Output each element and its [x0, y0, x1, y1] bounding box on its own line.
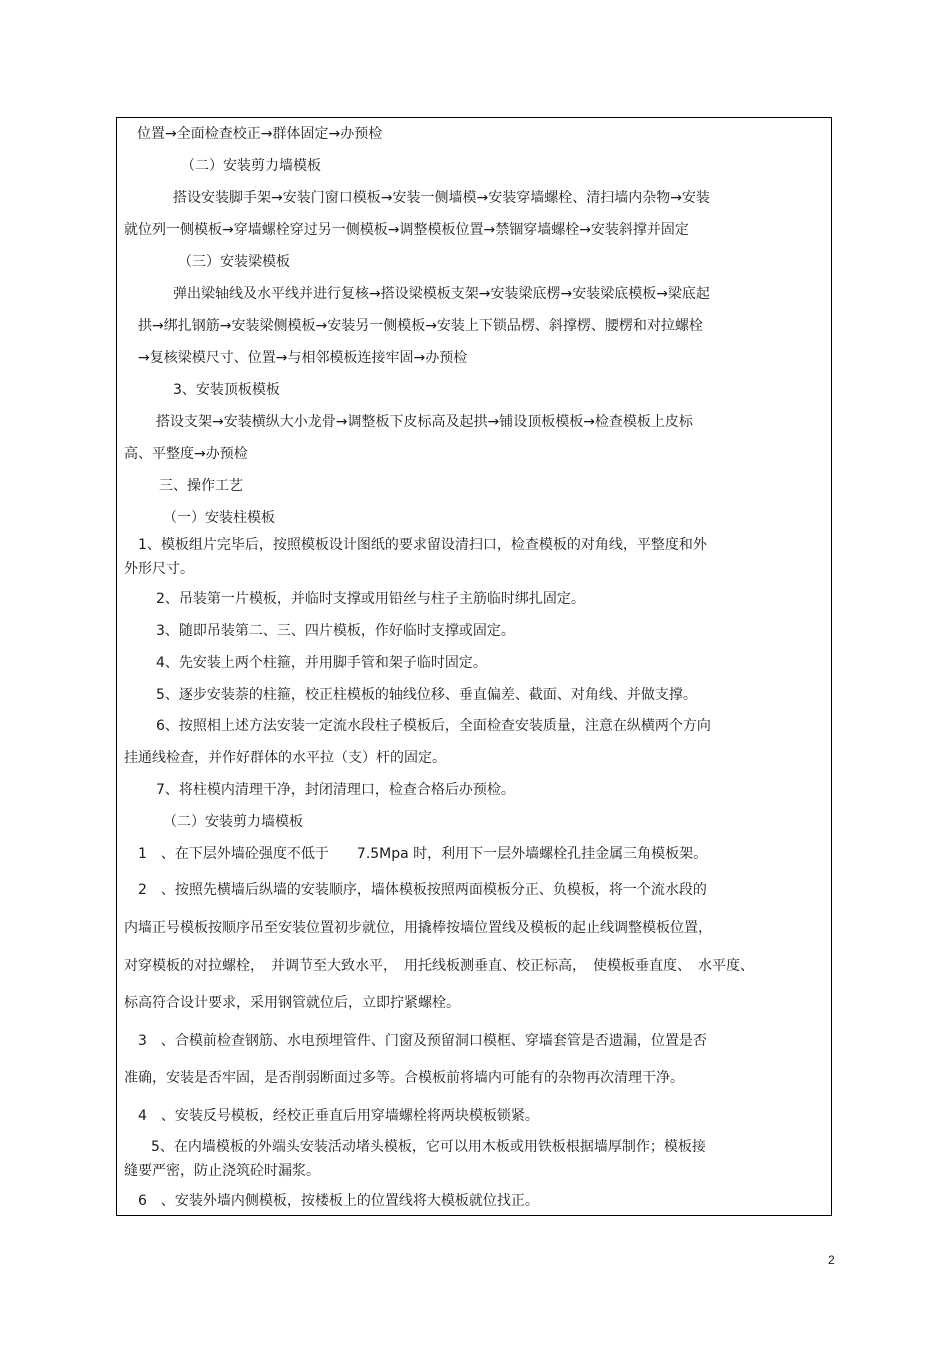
text-line: →复核梁模尺寸、位置→与相邻模板连接牢固→办预检 — [138, 350, 468, 366]
text-line: 标高符合设计要求，采用钢管就位后，立即拧紧螺栓。 — [124, 995, 460, 1011]
text-line: 外形尺寸。 — [124, 561, 194, 577]
text-line: 挂通线检查，并作好群体的水平拉（支）杆的固定。 — [124, 750, 446, 766]
text-line: 7、将柱模内清理干净，封闭清理口，检查合格后办预检。 — [156, 782, 515, 798]
section-heading: 3、安装顶板模板 — [173, 382, 280, 398]
text-line: 1、模板组片完毕后，按照模板设计图纸的要求留设清扫口，检查模板的对角线，平整度和外 — [138, 537, 707, 553]
text-line: 搭设安装脚手架→安装门窗口模板→安装一侧墙模→安装穿墙螺栓、清扫墙内杂物→安装 — [173, 190, 710, 206]
text-line: 拱→绑扎钢筋→安装梁侧模板→安装另一侧模板→安装上下锁品楞、斜撑楞、腰楞和对拉螺栓 — [138, 318, 703, 334]
section-heading: （三）安装梁模板 — [178, 254, 290, 270]
text-line: 6 、安装外墙内侧模板，按楼板上的位置线将大模板就位找正。 — [138, 1193, 539, 1209]
section-heading: （二）安装剪力墙模板 — [181, 158, 321, 174]
text-line: 高、平整度→办预检 — [124, 446, 248, 462]
text-line: 3 、合模前检查钢筋、水电预埋管件、门窗及预留洞口模框、穿墙套管是否遗漏，位置是否 — [138, 1033, 707, 1049]
page-number: 2 — [828, 1253, 835, 1267]
text-line: 2 、按照先横墙后纵墙的安装顺序，墙体模板按照两面模板分正、负模板，将一个流水段的 — [138, 882, 707, 898]
text-line: 搭设支架→安装横纵大小龙骨→调整板下皮标高及起拱→铺设顶板模板→检查模板上皮标 — [156, 414, 693, 430]
text-line: 对穿模板的对拉螺栓， 并调节至大致水平， 用托线板测垂直、校正标高， 使模板垂直度、 水平度、 — [124, 958, 754, 974]
text-line: 4、先安装上两个柱箍，并用脚手管和架子临时固定。 — [156, 655, 487, 671]
text-line: 位置→全面检查校正→群体固定→办预检 — [137, 126, 383, 142]
text-line: 5、在内墙模板的外端头安装活动堵头模板，它可以用木板或用铁板根据墙厚制作；模板接 — [151, 1139, 706, 1155]
text-line: 弹出梁轴线及水平线并进行复核→搭设梁模板支架→安装梁底楞→安装梁底模板→梁底起 — [173, 286, 710, 302]
section-heading: 三、操作工艺 — [159, 478, 243, 494]
text-line: 2、吊装第一片模板，并临时支撑或用铅丝与柱子主筋临时绑扎固定。 — [156, 591, 585, 607]
text-line: 1 、在下层外墙砼强度不低于 7.5Mpa 时，利用下一层外墙螺栓孔挂金属三角模板架。 — [138, 846, 708, 862]
text-line: 就位列一侧模板→穿墙螺栓穿过另一侧模板→调整模板位置→禁锢穿墙螺栓→安装斜撑并固定 — [124, 222, 689, 238]
text-line: 6、按照相上述方法安装一定流水段柱子模板后，全面检查安装质量，注意在纵横两个方向 — [156, 718, 711, 734]
text-line: 4 、安装反号模板，经校正垂直后用穿墙螺栓将两块模板锁紧。 — [138, 1108, 539, 1124]
section-heading: （二）安装剪力墙模板 — [163, 814, 303, 830]
text-line: 准确，安装是否牢固，是否削弱断面过多等。合模板前将墙内可能有的杂物再次清理干净。 — [124, 1070, 684, 1086]
text-line: 缝要严密，防止浇筑砼时漏浆。 — [124, 1163, 320, 1179]
section-heading: （一）安装柱模板 — [163, 510, 275, 526]
text-line: 内墙正号模板按顺序吊至安装位置初步就位，用撬棒按墙位置线及模板的起止线调整模板位置， — [124, 920, 712, 936]
text-line: 5、逐步安装萘的柱箍，校正柱模板的轴线位移、垂直偏差、截面、对角线、并做支撑。 — [156, 687, 697, 703]
text-line: 3、随即吊装第二、三、四片模板，作好临时支撑或固定。 — [156, 623, 515, 639]
